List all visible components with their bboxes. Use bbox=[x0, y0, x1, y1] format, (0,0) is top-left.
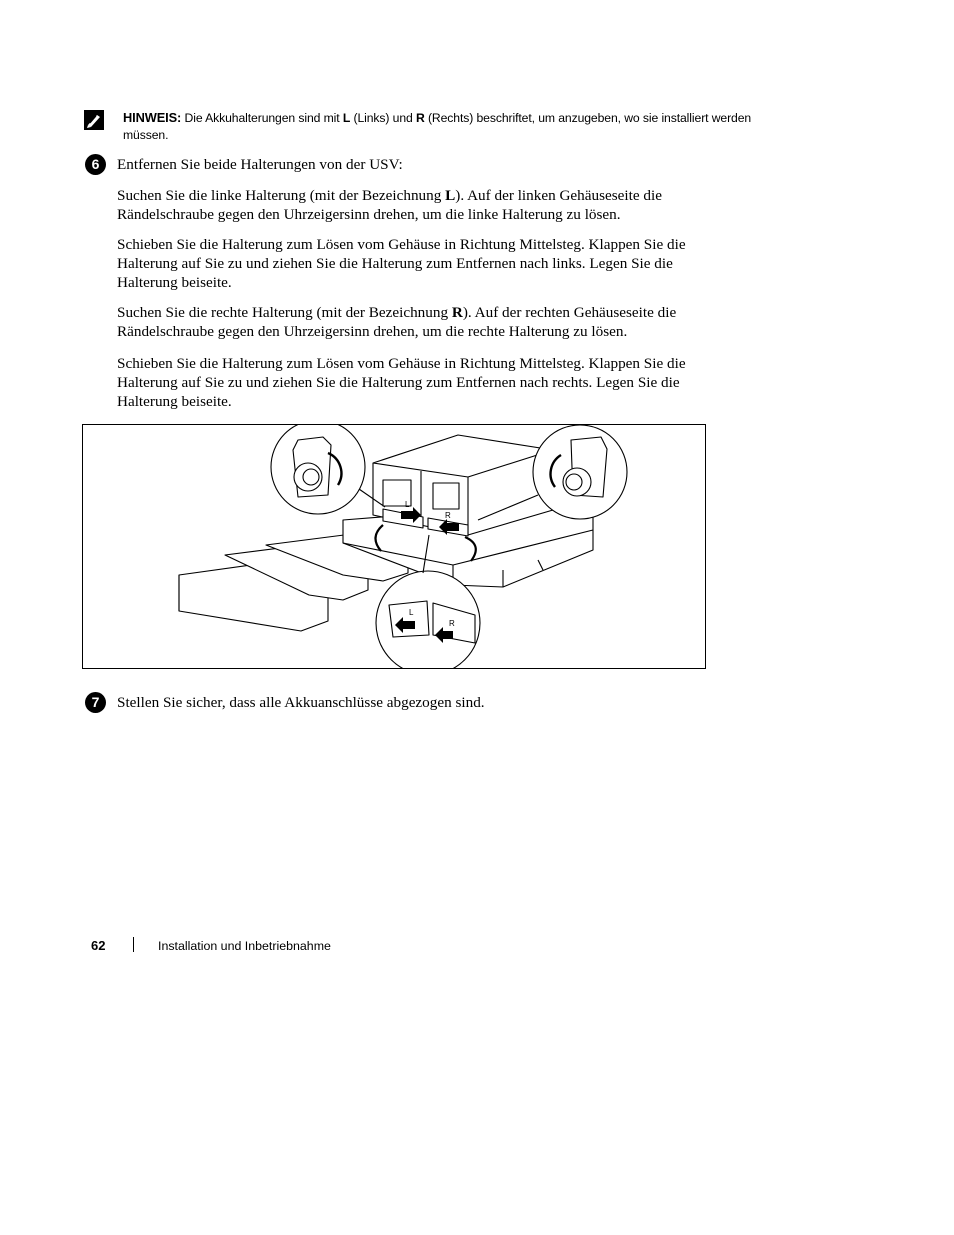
step-6-paragraph-4: Schieben Sie die Halterung zum Lösen vom Gehäuse in Richtung Mittelsteg. Klappen Sie die Halterung auf Sie zu und ziehen Sie die Halterung zum Entfernen nach rechts. Legen Sie die Halterung beiseite. bbox=[117, 355, 686, 410]
step-6-paragraph-3 bbox=[117, 304, 717, 342]
footer-divider bbox=[133, 937, 134, 952]
bracket-label-right: R bbox=[445, 511, 451, 520]
step-6-badge: 6 bbox=[85, 154, 106, 175]
step-7-title: Stellen Sie sicher, dass alle Akkuanschlüsse abgezogen sind. bbox=[117, 694, 485, 711]
paragraph-bold-letter: L bbox=[445, 187, 456, 204]
paragraph-text: ). Auf der linken Gehäuseseite die Rändelschraube gegen den Uhrzeigersinn drehen, um die linke Halterung zu lösen. bbox=[117, 187, 662, 223]
illustration-drawing bbox=[83, 425, 705, 668]
note-letter-r: R bbox=[415, 111, 425, 125]
bracket-removal-illustration bbox=[82, 424, 706, 669]
paragraph-text: ). Auf der rechten Gehäuseseite die Rändelschraube gegen den Uhrzeigersinn drehen, um die rechte Halterung zu lösen. bbox=[117, 304, 677, 340]
note-label: HINWEIS: bbox=[123, 110, 182, 125]
paragraph-text: Suchen Sie die linke Halterung (mit der Bezeichnung bbox=[117, 187, 446, 204]
note-letter-l: L bbox=[342, 111, 351, 125]
zoom-label-right: R bbox=[449, 619, 455, 628]
step-6-paragraph-1 bbox=[117, 187, 717, 225]
footer-section-title: Installation und Inbetriebnahme bbox=[158, 939, 331, 953]
pencil-note-icon bbox=[84, 110, 104, 130]
paragraph-text: Suchen Sie die rechte Halterung (mit der Bezeichnung bbox=[117, 304, 452, 321]
bracket-label-left: L bbox=[405, 500, 410, 509]
note-text-part: (Links) und bbox=[350, 111, 416, 125]
note-text bbox=[123, 109, 763, 144]
step-6-paragraph-2: Schieben Sie die Halterung zum Lösen vom Gehäuse in Richtung Mittelsteg. Klappen Sie die Halterung auf Sie zu und ziehen Sie die Halterung zum Entfernen nach links. Legen Sie die Halterung beiseite. bbox=[117, 236, 686, 291]
step-6-title: Entfernen Sie beide Halterungen von der USV: bbox=[117, 156, 403, 173]
note-text-part: (Rechts) beschriftet, um anzugeben, wo sie installiert werden müssen. bbox=[123, 111, 752, 142]
note-text-part: Die Akkuhalterungen sind mit bbox=[184, 111, 343, 125]
paragraph-bold-letter: R bbox=[451, 304, 463, 321]
step-7-badge: 7 bbox=[85, 692, 106, 713]
zoom-label-left: L bbox=[409, 608, 414, 617]
page-number: 62 bbox=[91, 938, 106, 953]
